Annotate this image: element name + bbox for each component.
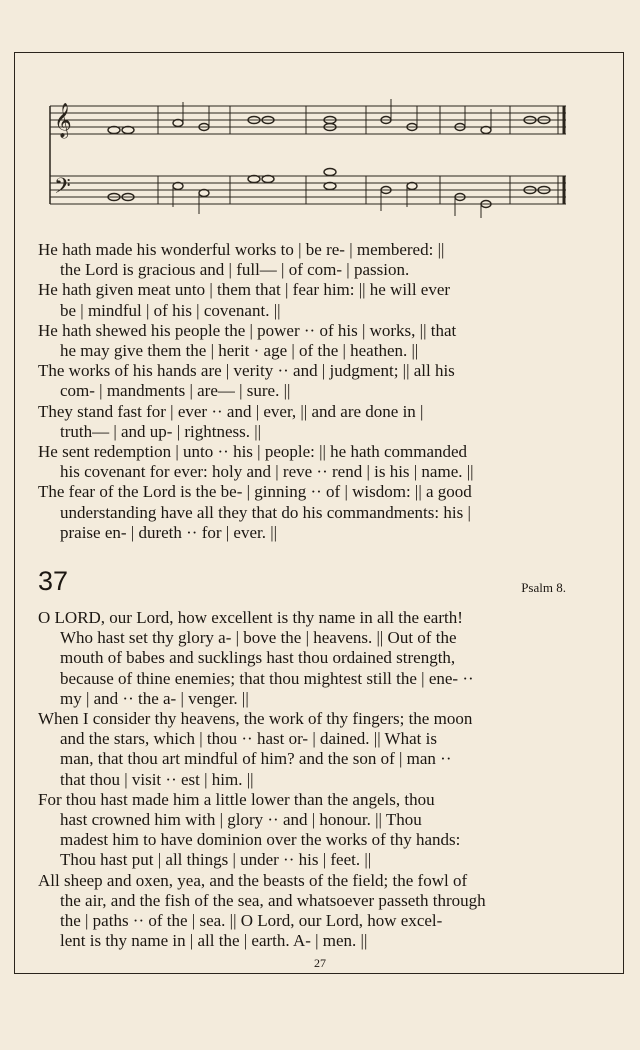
text-line: Thou hast put | all things | under ·· his | feet. || <box>60 850 372 870</box>
text-line: He hath given meat unto | them that | fear him: || he will ever <box>38 280 451 300</box>
chant-verse <box>38 361 566 401</box>
text-line: and the stars, which | thou ·· hast or- | dained. || What is <box>60 729 437 749</box>
text-line: his covenant for ever: holy and | reve ·· rend | is his | name. || <box>60 462 474 482</box>
psalm-number: 37 <box>38 566 69 596</box>
text-line: that thou | visit ·· est | him. || <box>60 769 254 789</box>
page-number: 27 <box>314 956 326 970</box>
text-line: praise en- | dureth ·· for | ever. || <box>60 522 278 542</box>
text-line: com- | mandments | are— | sure. || <box>60 381 291 401</box>
text-line: the | paths ·· of the | sea. || O Lord, our Lord, how excel- <box>60 911 443 931</box>
text-line: the Lord is gracious and | full— | of com- | passion. <box>60 260 410 280</box>
text-line: the air, and the fish of the sea, and whatsoever passeth through <box>60 890 486 910</box>
text-line: hast crowned him with | glory ·· and | honour. || Thou <box>60 810 422 830</box>
text-line: They stand fast for | ever ·· and | ever, || and are done in | <box>38 401 424 421</box>
text-line: He hath shewed his people the | power ·· of his | works, || that <box>38 320 457 340</box>
text-line: He sent redemption | unto ·· his | people: || he hath commanded <box>38 442 468 462</box>
psalm-verse <box>38 871 566 952</box>
chant-verse <box>38 402 566 442</box>
psalm-verse <box>38 608 566 709</box>
psalm-reference: Psalm 8. <box>521 580 566 595</box>
chant-verse <box>38 240 566 280</box>
text-line: because of thine enemies; that thou mightest still the | ene- ·· <box>60 668 474 688</box>
text-line: The works of his hands are | verity ·· and | judgment; || all his <box>38 361 455 381</box>
text-line: O LORD, our Lord, how excellent is thy name in all the earth! <box>38 608 463 627</box>
chant-music-notation <box>40 96 576 220</box>
chant-verse <box>38 442 566 482</box>
text-line: truth— | and up- | rightness. || <box>60 421 262 441</box>
text-line: Who hast set thy glory a- | bove the | heavens. || Out of the <box>60 628 457 648</box>
text-line: For thou hast made him a little lower than the angels, thou <box>38 789 435 809</box>
chant-verse <box>38 482 566 543</box>
text-line: All sheep and oxen, yea, and the beasts of the field; the fowl of <box>38 870 468 890</box>
text-line: understanding have all they that do his commandments: his | <box>60 502 471 522</box>
text-line: lent is thy name in | all the | earth. A- | men. || <box>60 931 368 951</box>
chant-verse <box>38 280 566 320</box>
text-line: He hath made his wonderful works to | be re- | membered: || <box>38 240 445 259</box>
text-line: be | mindful | of his | covenant. || <box>60 300 281 320</box>
text-line: The fear of the Lord is the be- | ginning ·· of | wisdom: || a good <box>38 482 472 502</box>
text-line: my | and ·· the a- | venger. || <box>60 688 249 708</box>
psalm-verse <box>38 709 566 790</box>
psalm-verse <box>38 790 566 871</box>
text-line: he may give them the | herit · age | of the | heathen. || <box>60 341 419 361</box>
svg-text:𝄢: 𝄢 <box>54 174 71 204</box>
text-line: man, that thou art mindful of him? and the son of | man ·· <box>60 749 452 769</box>
psalm-text <box>38 608 566 951</box>
chant-verse <box>38 321 566 361</box>
text-line: mouth of babes and sucklings hast thou ordained strength, <box>60 648 456 668</box>
chant-text <box>38 240 566 543</box>
text-line: When I consider thy heavens, the work of thy fingers; the moon <box>38 709 473 729</box>
text-line: madest him to have dominion over the works of thy hands: <box>60 830 461 850</box>
svg-text:𝄞: 𝄞 <box>54 103 72 138</box>
